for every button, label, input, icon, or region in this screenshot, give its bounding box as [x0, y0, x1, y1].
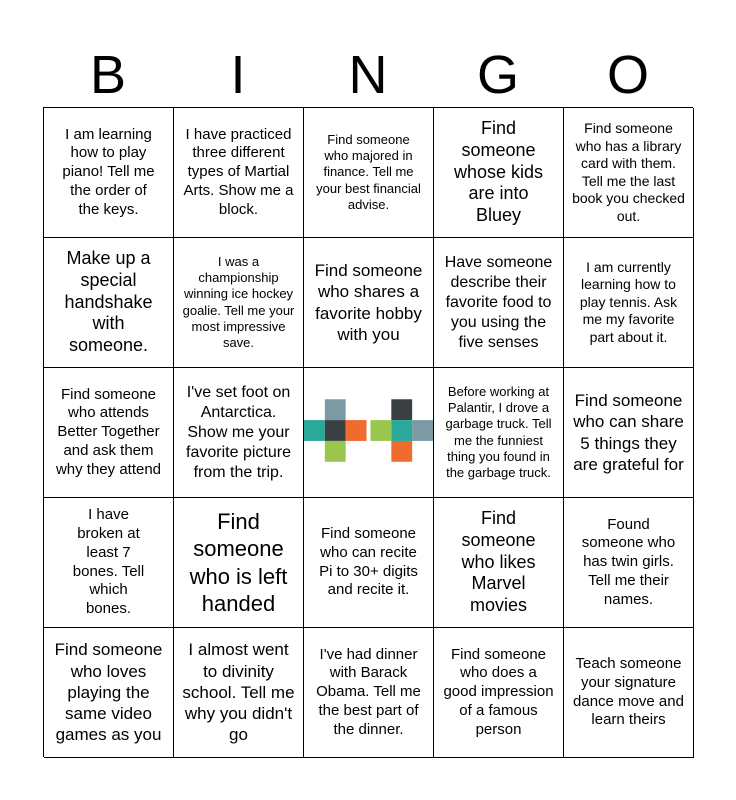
cell-text: I was a championship winning ice hockey goalie. Tell me your most impressive save. — [182, 253, 295, 350]
bingo-cell[interactable] — [44, 498, 174, 628]
bingo-cell[interactable] — [434, 238, 564, 368]
bingo-board — [43, 107, 693, 757]
bingo-cell[interactable] — [304, 108, 434, 238]
cell-text: Find someone who can recite Pi to 30+ digits and recite it. — [319, 525, 418, 599]
bingo-cell[interactable] — [304, 628, 434, 758]
cell-text: I almost went to divinity school. Tell me why you didn't go — [182, 640, 295, 745]
cell-text: Have someone describe their favorite food to you using the five senses — [444, 253, 553, 351]
bingo-cell[interactable] — [174, 368, 304, 498]
header-letter-g: G — [476, 45, 519, 105]
free-space-logo-icon — [304, 368, 433, 498]
bingo-header — [43, 44, 693, 106]
cell-text: Find someone who likes Marvel movies — [461, 507, 536, 616]
cell-text: Make up a special handshake with someone. — [64, 247, 153, 356]
bingo-cell[interactable] — [564, 238, 694, 368]
cell-text: Find someone who does a good impression of a famous person — [443, 645, 554, 738]
logo-square — [325, 440, 346, 461]
bingo-cell[interactable] — [564, 368, 694, 498]
bingo-cell[interactable] — [44, 368, 174, 498]
bingo-cell[interactable] — [434, 498, 564, 628]
bingo-cell[interactable] — [564, 108, 694, 238]
cell-text: I've had dinner with Barack Obama. Tell me the best part of the dinner. — [316, 645, 421, 738]
cell-text: Find someone who majored in finance. Tell me your best financial advise. — [316, 131, 421, 212]
cell-text: I've set foot on Antarctica. Show me your favorite picture from the trip. — [186, 383, 291, 481]
cell-text: Find someone who attends Better Together and ask them why they attend — [55, 385, 162, 478]
logo-square — [391, 440, 412, 461]
bingo-cell[interactable] — [434, 108, 564, 238]
cell-text: Find someone who shares a favorite hobby with you — [314, 261, 423, 344]
logo-square — [370, 420, 391, 441]
bingo-cell[interactable] — [174, 108, 304, 238]
logo-square — [325, 420, 346, 441]
logo-square — [346, 420, 367, 441]
cell-text: Find someone who has a library card with them. Tell me the last book you checked out. — [572, 120, 685, 224]
bingo-cell[interactable] — [44, 108, 174, 238]
bingo-cell[interactable] — [564, 498, 694, 628]
logo-square — [304, 420, 325, 441]
header-letter-b: B — [89, 45, 127, 105]
bingo-cell[interactable] — [44, 628, 174, 758]
bingo-cell[interactable] — [434, 628, 564, 758]
logo-square — [325, 399, 346, 420]
bingo-cell[interactable] — [434, 368, 564, 498]
logo-square — [412, 420, 433, 441]
bingo-cell[interactable] — [304, 238, 434, 368]
header-letter-i: I — [230, 45, 246, 105]
cell-text: Find someone whose kids are into Bluey — [453, 117, 544, 226]
cell-text: Find someone who loves playing the same video games as you — [54, 640, 163, 745]
cell-text: I am learning how to play piano! Tell me the order of the keys. — [62, 125, 155, 218]
bingo-cell[interactable] — [174, 498, 304, 628]
cell-text: I have broken at least 7 bones. Tell which bones. — [72, 506, 145, 617]
bingo-cell[interactable] — [174, 238, 304, 368]
bingo-cell[interactable] — [174, 628, 304, 758]
cell-text: Find someone who can share 5 things they are grateful for — [573, 391, 684, 474]
header-letter-o: O — [606, 45, 649, 105]
bingo-cell[interactable] — [304, 498, 434, 628]
header-letter-n: N — [348, 45, 388, 105]
cell-text: Teach someone your signature dance move and learn theirs — [573, 655, 684, 729]
cell-text: I have practiced three different types of Martial Arts. Show me a block. — [183, 125, 294, 218]
free-space-cell[interactable] — [304, 368, 434, 498]
logo-square — [391, 399, 412, 420]
bingo-cell[interactable] — [564, 628, 694, 758]
cell-text: Found someone who has twin girls. Tell me their names. — [581, 515, 676, 608]
bingo-cell[interactable] — [44, 238, 174, 368]
cell-text: Find someone who is left handed — [189, 508, 288, 616]
cell-text: I am currently learning how to play tennis. Ask me my favorite part about it. — [579, 258, 678, 345]
cell-text: Before working at Palantir, I drove a garbage truck. Tell me the funniest thing you found in the garbage truck. — [445, 383, 552, 480]
logo-square — [391, 420, 412, 441]
